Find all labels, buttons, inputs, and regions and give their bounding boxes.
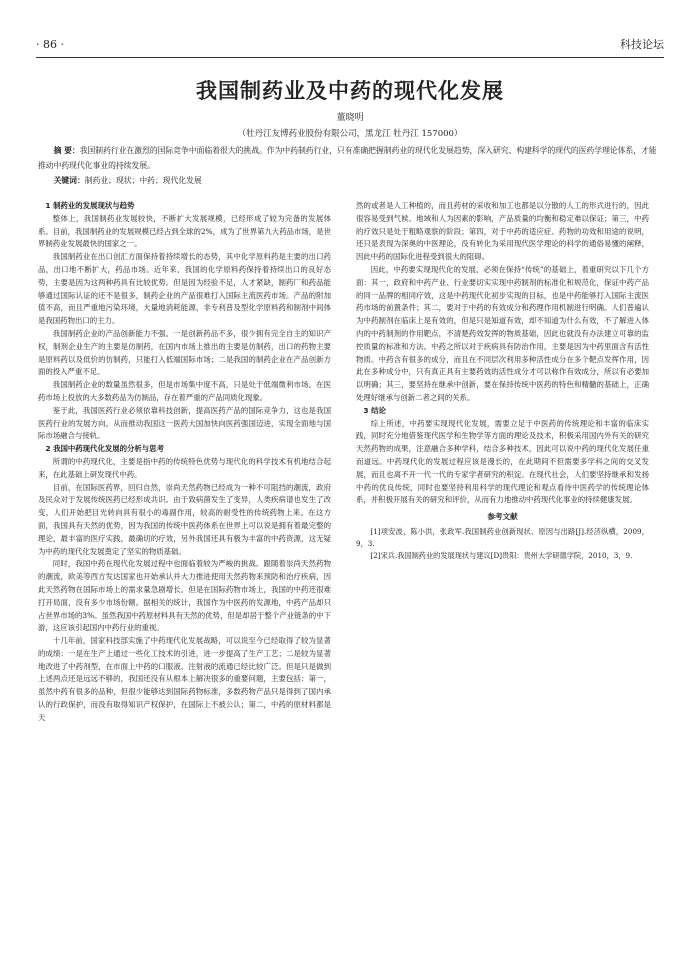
keywords-text: 制药业；现状；中药；现代化发展 — [84, 176, 202, 185]
reference-item: [2]宋兵.我国制药业的发展现状与建议[D]贵阳：贵州大学研德学院，2010，3，9. — [370, 550, 633, 560]
paragraph: 鉴于此，我国医药行业必须依靠科技创新，提高医药产品的国际竞争力，这也是我国医药行业的发展方向。从而推动我国这一医药大国加快向医药强国迈进，实现全面地与国际市场融合与接轨。 — [38, 405, 331, 441]
section-heading: 3 结论 — [363, 405, 386, 415]
paragraph: 目前，在国际医药界，回归自然，崇尚天然药物已经成为一种不可阻挡的潮流，政府及民众对于发展传统医药已经形成共识。由于致病菌发生了变异，人类疾病谱也发生了改变，人们开始把目光转向具有很小的毒副作用，较高的耐受性的传统药物上来。在这方面，我国具有天然的优势，因为我国的传统中医药体系在世界上可以说是拥有着最完整的理论，最丰富的医疗实践，最确切的疗效，另外我国还具有极为丰富的中药资源，这无疑为中药的现代化发展奠定了坚实的物质基础。 — [38, 482, 331, 556]
paragraph: 综上所述，中药要实现现代化发展，需要立足于中医药的传统理论和丰富的临床实践，同时充分地借鉴现代医学和生物学等方面的理论及技术，积极采用国内外有关的研究天然药物的成果，注意融合多种学科，结合多种技术，因此可以说中药的现代化发展任重而道远。中药现代化的发展过程应该是漫长的，在此期间不但需要多学科之间的交叉发展，而且也离不开一代一代的专家学者研究的积淀。在现代社会，人们要坚持继承和发扬中药的优良传统，同时也要坚持利用科学的现代理论和观点看待中医药学的传统理论体系，并积极开展有关的研究和评价，从而有力地推动中药现代化事业的持续健康发展。 — [356, 418, 649, 505]
paragraph: 同时，我国中药在现代化发展过程中也面临着较为严峻的挑战。跟随着崇尚天然药物的潮流，欧美等西方发达国家也开始承认并大力推进使用天然药物来预防和治疗疾病，因此天然药物在国际市场上的需求量急剧增长。但是在国际药物市场上，我国的中药还很难打开局面，没有多少市场份额。据相关的统计，我国作为中医药的发源地，中药产品却只占世界市场的3%。虽然我国中药原材料具有天然的优势，但是却居于整个产业链条的中下游，这应该引起国内中药行业的重视。 — [38, 559, 331, 633]
abstract-text: 我国制药行业在激烈的国际竞争中面临着很大的挑战。作为中药制药行业，只有准确把握制药业的现代化发展趋势，深入研究、构建科学的现代的医药学理论体系，才能推动中药现代化事业的持续发展。 — [38, 146, 657, 170]
keywords-label: 关键词： — [53, 176, 85, 185]
paragraph: 所谓的中药现代化，主要是指中药的传统特色优势与现代化的科学技术有机地结合起来，在此基础上研发现代中药。 — [38, 456, 331, 479]
left-column — [38, 200, 331, 725]
affiliation: （牡丹江友博药业股份有限公司，黑龙江 牡丹江 157000） — [237, 129, 463, 139]
paragraph: 整体上，我国制药业发展较快，不断扩大发展规模，已经形成了较为完备的发展体系。目前，我国制药业的发展规模已经占到全球的2%，成为了世界第九大药品市场，是世界制药业发展最快的国家之一。 — [38, 213, 331, 249]
paragraph: 我国制药企业的产品创新能力不强。一是创新药品不多，很少拥有完全自主的知识产权，制剂企业生产的主要是仿制药，在国内市场上推出的主要是仿制药，出口的药物主要是原料药以及低价的仿制药，只能打入低端国际市场；二是我国的制药企业在产品创新方面的投入严重不足。 — [38, 328, 331, 377]
page-header — [36, 36, 664, 54]
article-title: 我国制药业及中药的现代化发展 — [196, 78, 504, 103]
right-column — [356, 200, 649, 562]
paragraph: 因此，中药要实现现代化的发展，必须在保持“传统”的基础上，着重研究以下几个方面：其一，政府和中药产业、行业要切实实现中药制剂的标准化和规范化，保证中药产品的同一品牌的相同疗效，这是中药现代化初步实现的目标，也是中药能够打入国际主流医药市场的前置条件；其二，要对于中药的有效成分和药理作用机制进行明确。人们普遍认为中药制剂在临床上是有效的，但是只是知道有效，却不知道为什么有效，不了解进入体内的中药制剂的作用靶点，不清楚药效发挥的物质基础，因此也就没有办法建立可靠的监控质量的标准和方法。中药之所以对于疾病具有防治作用，主要是因为中药里面含有活性物质。中药含有很多的成分，而且在不同层次利用多种活性成分在多个靶点发挥作用，因此在多种成分中，只有真正具有主要药效的活性成分才可以称作有效成分，所以有必要加以明确；其三，要坚持在继承中创新，要在保持传统中医药的特色和精髓的基础上，正确处理好继承与创新二者之间的关系。 — [356, 264, 649, 402]
section-heading: 2 我国中药现代化发展的分析与思考 — [45, 444, 164, 454]
journal-section: 科技论坛 — [620, 38, 664, 51]
keywords — [38, 174, 662, 188]
reference-item: [1]项安波，陈小洪，张政军.我国制药业创新现状、原因与出路[J].经济纵横，2009，9，3. — [356, 526, 649, 548]
paragraph: 我国制药业在出口创汇方面保持着持续增长的态势，其中化学原料药是主要的出口药品，出口地不断扩大，药品市场。近年来，我国的化学原料药保持着持续出口的良好态势，主要是因为这两种药具有比较优势。但是因为经验不足，人才紧缺，制药厂和药品能够通过国际认证的还不是很多，制药企业的产品很难打入国际主流医药市场。产品的附加值不高，而且严重地污染环境，大量地消耗能源，非专利普及型化学原料药和制剂中间体是我国药物出口的主力。 — [38, 252, 331, 326]
paragraph: 我国制药企业的数量虽然很多，但是市场集中度不高，只是处于低端微利市场。在医药市场上投放的大多数药品为仿制品，存在着严重的产品同质化现象。 — [38, 380, 331, 402]
references-title: 参考文献 — [487, 512, 518, 522]
paragraph-continued: 然的或者是人工种植的，而且药材的采收和加工也都是以分散的人工的形式进行的，因此很容易受到气候、地域和人为因素的影响，产品质量的均衡和稳定难以保证；第三，中药的疗效只是处于粗略观察的阶段；第四，对于中药的适应症、药物的功效和用途的说明，还只是表现为深奥的中医理论，没有转化为采用现代医学理论的科学的通俗易懂的阐释，因此中药的国际化进程受到很大的阻碍。 — [356, 201, 649, 262]
author: 董晓明 — [336, 113, 364, 123]
abstract-label: 摘 要： — [53, 146, 80, 155]
paragraph: 十几年前，国家科技部实施了中药现代化发展战略，可以说至今已经取得了较为显著的成绩：一是在生产上通过一些化工技术的引进，进一步提高了生产工艺；二是较为显著地改进了中药剂型，在市面上中药的口服液、注射液的流通已经比较广泛。但是只是做到上述两点还是远远不够的，我国还没有从根本上解决很多的重要问题，主要包括：第一，虽然中药有很多的品种，但很少能够达到国际药物标准，多数药物产品只是得到了国内承认的行政保护，而没有取得知识产权保护，在国际上不被公认；第二，中药的原材料都是天 — [38, 636, 331, 722]
header-rule — [36, 57, 664, 58]
section-heading: 1 制药业的发展现状与趋势 — [45, 201, 135, 210]
page-number: · 86 · — [36, 38, 64, 51]
abstract — [38, 143, 662, 173]
